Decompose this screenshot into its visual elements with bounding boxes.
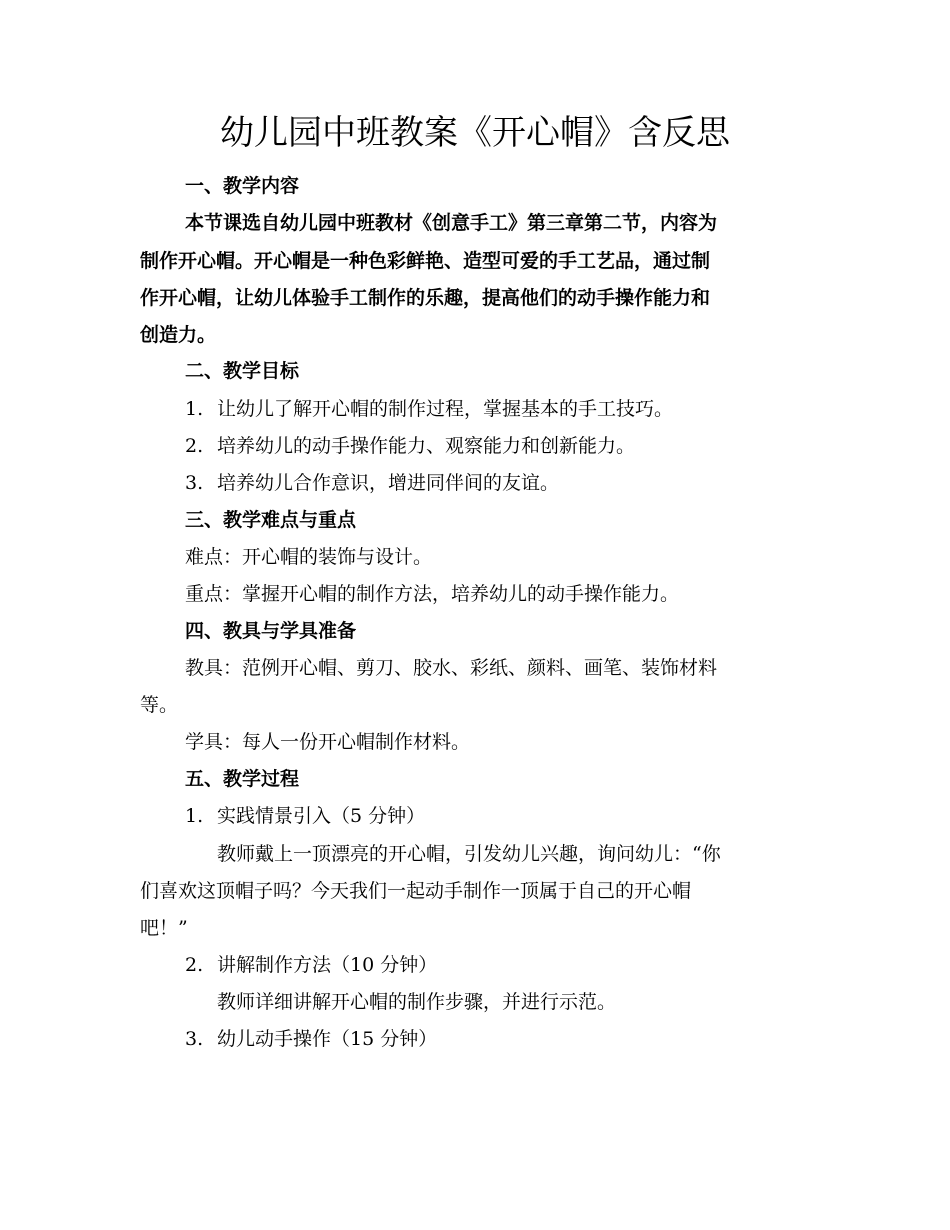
list-item-number: 1. [185, 398, 204, 420]
paragraph-line: 制作开心帽。开心帽是一种色彩鲜艳、造型可爱的手工艺品，通过制 [140, 250, 711, 272]
step-text: 讲解制作方法（10 分钟） [217, 954, 438, 976]
text-line: 学具：每人一份开心帽制作材料。 [185, 731, 471, 753]
section-heading-teaching-process: 五、教学过程 [185, 768, 300, 790]
text-line: 等。 [140, 694, 179, 716]
list-item-text: 让幼儿了解开心帽的制作过程，掌握基本的手工技巧。 [217, 398, 674, 420]
list-item [185, 470, 559, 496]
step-number: 1. [185, 805, 204, 827]
step-detail-line: 教师戴上一顶漂亮的开心帽，引发幼儿兴趣，询问幼儿：“你 [217, 843, 721, 865]
list-item [185, 396, 673, 422]
step-detail-line: 们喜欢这顶帽子吗？今天我们一起动手制作一顶属于自己的开心帽 [140, 880, 692, 902]
text-line: 重点：掌握开心帽的制作方法，培养幼儿的动手操作能力。 [185, 583, 680, 605]
paragraph-line: 创造力。 [140, 324, 217, 346]
step-item [185, 952, 437, 978]
list-item-number: 2. [185, 435, 204, 457]
step-detail-line: 教师详细讲解开心帽的制作步骤，并进行示范。 [217, 991, 617, 1013]
text-line: 难点：开心帽的装饰与设计。 [185, 546, 433, 568]
document-title: 幼儿园中班教案《开心帽》含反思 [220, 113, 730, 153]
step-item [185, 803, 425, 829]
step-number: 3. [185, 1028, 204, 1050]
list-item-text: 培养幼儿的动手操作能力、观察能力和创新能力。 [217, 435, 636, 457]
paragraph-line: 本节课选自幼儿园中班教材《创意手工》第三章第二节，内容为 [185, 212, 718, 234]
text-line: 教具：范例开心帽、剪刀、胶水、彩纸、颜料、画笔、装饰材料 [185, 657, 718, 679]
paragraph-line: 作开心帽，让幼儿体验手工制作的乐趣，提高他们的动手操作能力和 [140, 287, 711, 309]
section-heading-teaching-content: 一、教学内容 [185, 175, 300, 197]
step-text: 实践情景引入（5 分钟） [217, 805, 426, 827]
step-text: 幼儿动手操作（15 分钟） [217, 1028, 438, 1050]
list-item-number: 3. [185, 472, 204, 494]
list-item-text: 培养幼儿合作意识，增进同伴间的友谊。 [217, 472, 560, 494]
step-item [185, 1026, 437, 1052]
step-number: 2. [185, 954, 204, 976]
section-heading-teaching-goals: 二、教学目标 [185, 360, 300, 382]
step-detail-line: 吧！” [140, 917, 188, 939]
list-item [185, 433, 635, 459]
section-heading-materials: 四、教具与学具准备 [185, 620, 357, 642]
section-heading-difficulties-key-points: 三、教学难点与重点 [185, 509, 357, 531]
